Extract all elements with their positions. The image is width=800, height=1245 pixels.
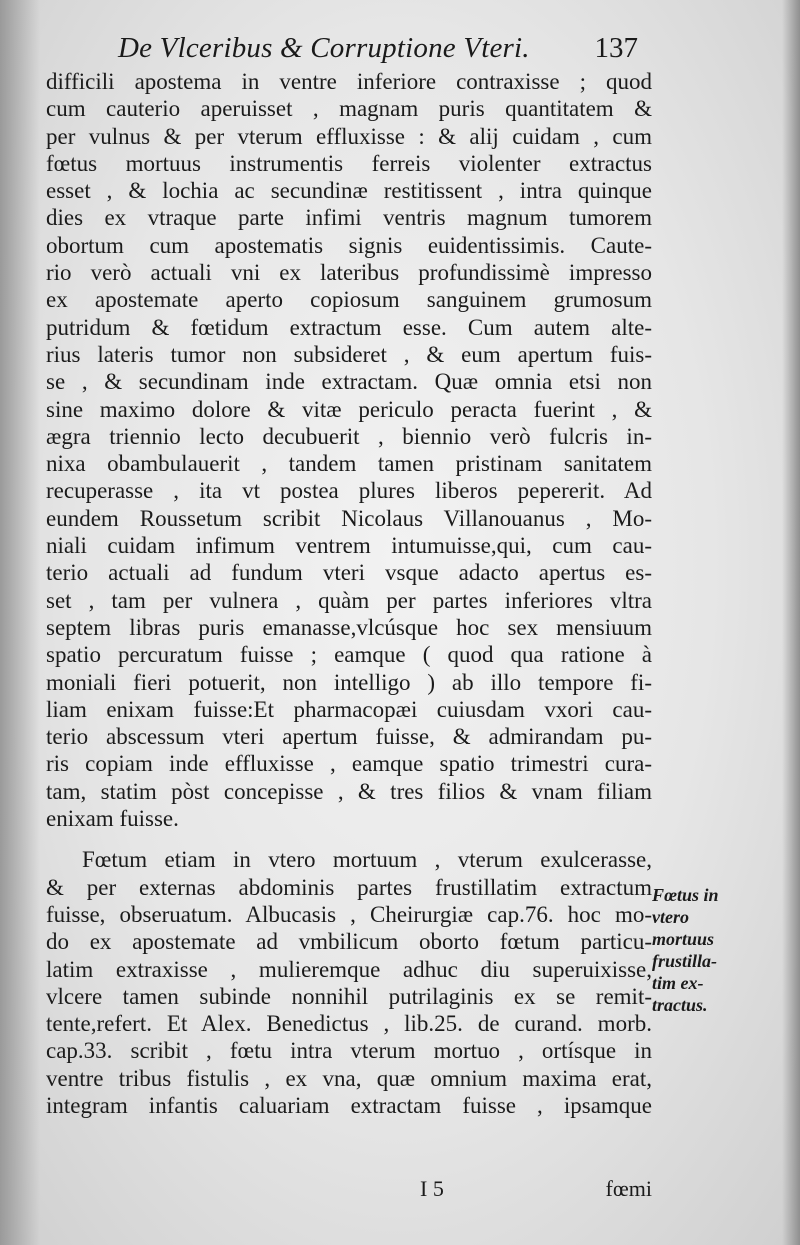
text-line: putridum & fœtidum extractum esse. Cum autem alte- [46, 314, 652, 340]
marginal-note-line: mortuus [652, 929, 715, 949]
running-title: De Vlceribus & Corruptione Vteri. [118, 32, 530, 64]
text-line: ris copiam inde effluxisse , eamque spatio trimestri cura- [46, 751, 652, 777]
text-line: integram infantis caluariam extractam fuisse , ipsamque [46, 1092, 652, 1118]
text-line: & per externas abdominis partes frustillatim extractum [46, 874, 652, 900]
text-line: Fœtum etiam in vtero mortuum , vterum exulcerasse, [82, 847, 652, 873]
text-line: terio abscessum vteri apertum fuisse, & admirandam pu- [46, 724, 652, 750]
text-line: latim extraxisse , mulieremque adhuc diu superuixisse, [46, 956, 652, 982]
paragraph-gap [46, 832, 652, 846]
text-line: dies ex vtraque parte infimi ventris magnum tumorem [46, 205, 652, 231]
text-line: se , & secundinam inde extractam. Quæ omnia etsi non [46, 369, 652, 395]
body-text [46, 68, 652, 1119]
text-line: fœtus mortuus instrumentis ferreis violenter extractus [46, 150, 652, 176]
text-line: ægra triennio lecto decubuerit , biennio verò fulcris in- [46, 423, 652, 449]
text-line: obortum cum apostematis signis euidentissimis. Caute- [46, 232, 652, 258]
text-line: nixa obambulauerit , tandem tamen pristinam sanitatem [46, 451, 652, 477]
text-line: rius lateris tumor non subsideret , & eum apertum fuis- [46, 341, 652, 367]
marginal-note-line: Fœtus in [652, 885, 719, 905]
text-line: enixam fuisse. [46, 806, 179, 832]
text-line: spatio percuratum fuisse ; eamque ( quod qua ratione à [46, 642, 652, 668]
text-line: eundem Roussetum scribit Nicolaus Villanouanus , Mo- [46, 505, 652, 531]
text-line: cap.33. scribit , fœtu intra vterum mortuo , ortísque in [46, 1038, 652, 1064]
text-line: moniali fieri potuerit, non intelligo ) ab illo tempore fi- [46, 669, 652, 695]
text-line: terio actuali ad fundum vteri vsque adacto apertus es- [46, 560, 652, 586]
marginal-note-line: tractus. [652, 995, 708, 1015]
text-line: septem libras puris emanasse,vlcúsque hoc sex mensiuum [46, 614, 652, 640]
text-line: ex apostemate aperto copiosum sanguinem grumosum [46, 287, 652, 313]
text-line: recuperasse , ita vt postea plures liberos pepererit. Ad [46, 478, 652, 504]
text-line: niali cuidam infimum ventrem intumuisse,qui, cum cau- [46, 533, 652, 559]
text-line: rio verò actuali vni ex lateribus profundissimè impresso [46, 260, 652, 286]
text-line: difficili apostema in ventre inferiore contraxisse ; quod [46, 69, 652, 94]
text-line: liam enixam fuisse:Et pharmacopæi cuiusdam vxori cau- [46, 696, 652, 722]
text-line: do ex apostemate ad vmbilicum oborto fœtum particu- [46, 929, 652, 955]
signature-mark: I 5 [420, 1176, 444, 1201]
text-line: fuisse, obseruatum. Albucasis , Cheirurgiæ cap.76. hoc mo- [46, 901, 652, 927]
page-number: 137 [594, 32, 638, 64]
text-line: esset , & lochia ac secundinæ restitissent , intra quinque [46, 178, 652, 204]
marginal-note-line: tim ex- [652, 973, 704, 993]
text-line: tente,refert. Et Alex. Benedictus , lib.25. de curand. morb. [46, 1011, 652, 1037]
marginal-note-line: frustilla- [652, 951, 718, 971]
text-line: vlcere tamen subinde nonnihil putrilaginis ex se remit- [46, 983, 652, 1009]
text-line: ventre tribus fistulis , ex vna, quæ omnium maxima erat, [46, 1065, 652, 1091]
text-line: cum cauterio aperuisset , magnam puris quantitatem & [46, 96, 652, 122]
text-line: sine maximo dolore & vitæ periculo peracta fuerint , & [46, 396, 652, 422]
text-line: tam, statim pòst concepisse , & tres filios & vnam filiam [46, 778, 652, 804]
text-line: set , tam per vulnera , quàm per partes inferiores vltra [46, 587, 652, 613]
marginal-note [652, 884, 762, 1016]
text-line: per vulnus & per vterum effluxisse : & alij cuidam , cum [46, 123, 652, 149]
catchword: fœmi [605, 1176, 652, 1201]
page-footer [420, 1176, 652, 1210]
marginal-note-line: vtero [652, 907, 689, 927]
page-header [118, 32, 638, 72]
